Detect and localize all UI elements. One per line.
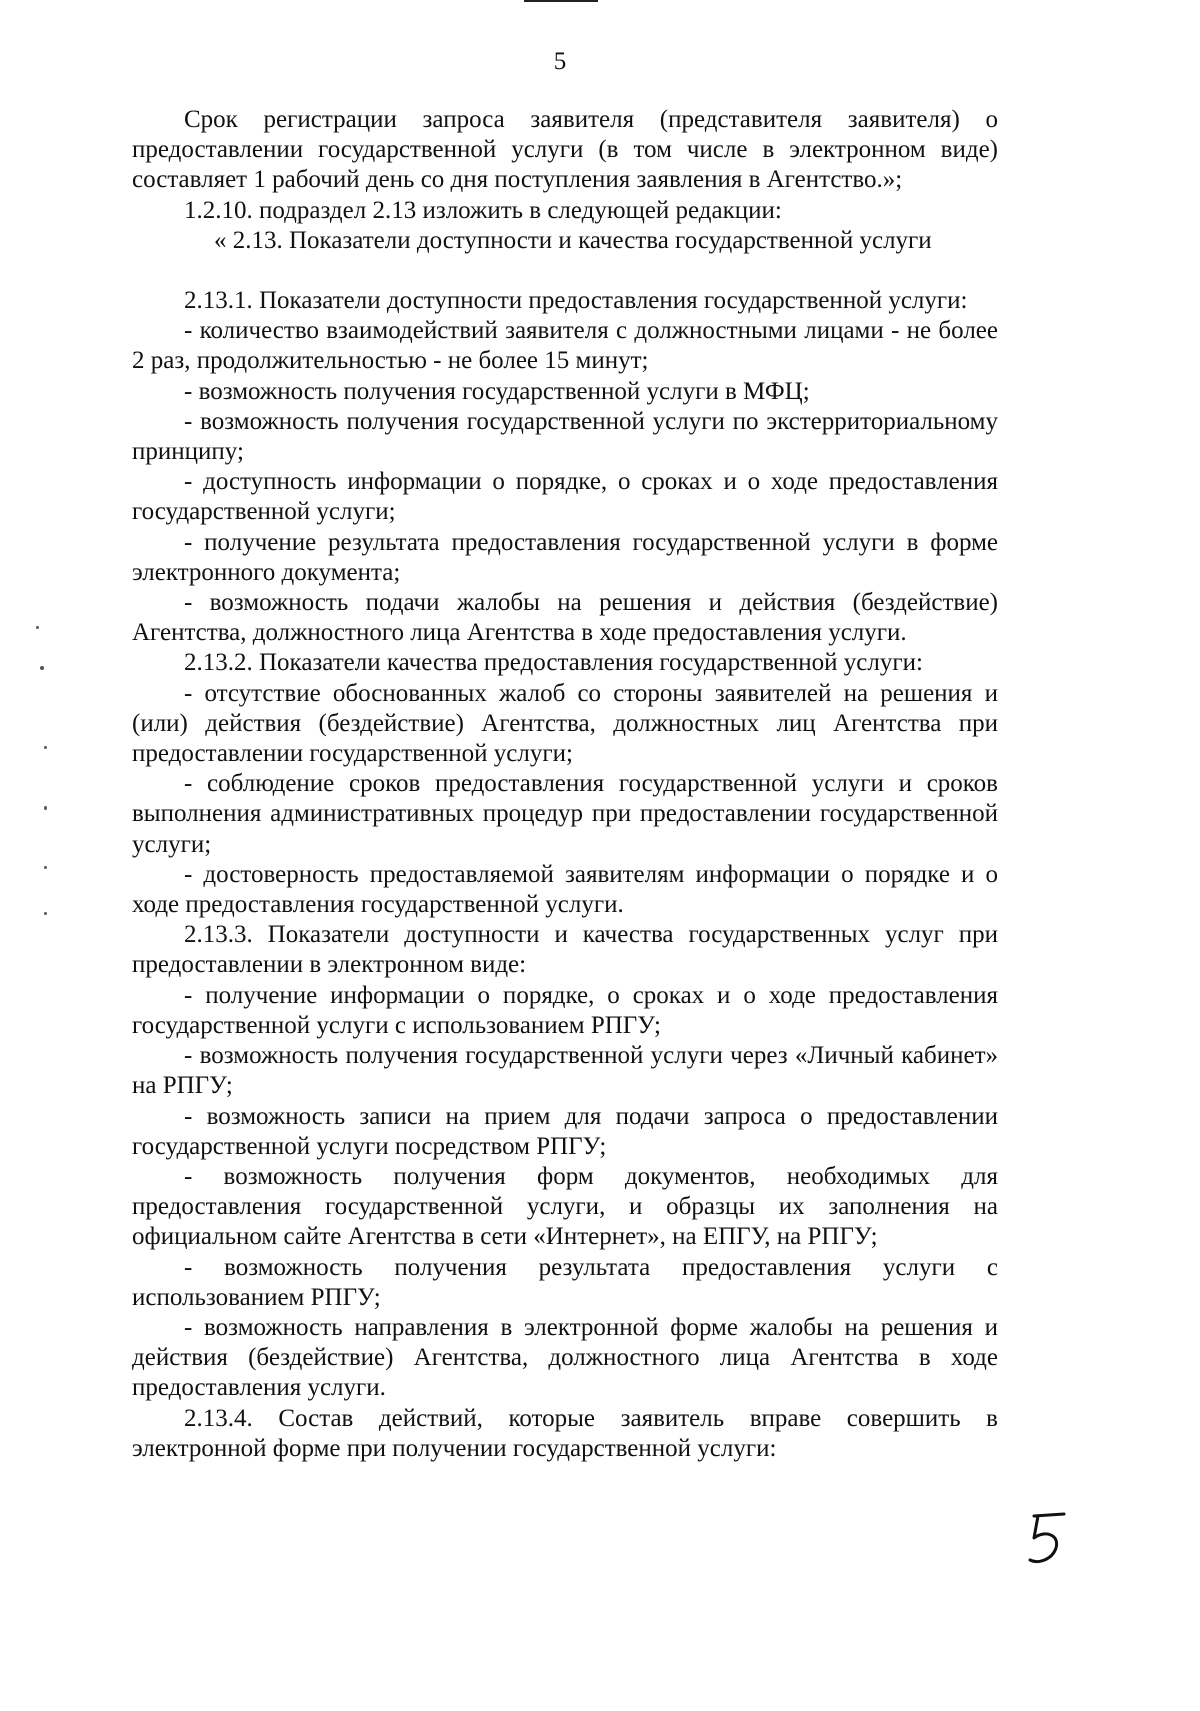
paragraph: 2.13.4. Состав действий, которые заявитель вправе совершить в электронной форме при получении государственной услуги: [132,1404,998,1462]
scan-speck [44,746,47,749]
document-body [132,105,998,1464]
top-rule [524,0,598,2]
paragraph: 1.2.10. подраздел 2.13 изложить в следующей редакции: [184,196,782,224]
list-item: - отсутствие обоснованных жалоб со стороны заявителей на решения и (или) действия (бездействие) Агентства, должностных лиц Агентства при предоставлении государственной услуги; [132,679,998,768]
list-item: - возможность подачи жалобы на решения и действия (бездействие) Агентства, должностного лица Агентства в ходе предоставления услуги. [132,589,998,647]
list-item: - возможность направления в электронной форме жалобы на решения и действия (бездействие) Агентства, должностного лица Агентства в ходе предоставления услуги. [132,1313,998,1402]
list-item: - возможность получения государственной услуги через «Личный кабинет» на РПГУ; [132,1042,998,1100]
section-heading: « 2.13. Показатели доступности и качества государственной услуги [214,226,932,254]
list-item: - возможность получения государственной услуги по экстерриториальному принципу; [132,407,998,466]
page-number: 5 [553,48,567,75]
paragraph: 2.13.3. Показатели доступности и качества государственных услуг при предоставлении в электронном виде: [132,921,998,979]
list-item: - получение результата предоставления государственной услуги в форме электронного документа; [132,528,998,586]
list-item: - получение информации о порядке, о сроках и о ходе предоставления государственной услуги с использованием РПГУ; [132,981,998,1039]
list-item: - возможность получения результата предоставления услуги с использованием РПГУ; [132,1253,998,1311]
list-item: - возможность получения форм документов, необходимых для предоставления государственной услуги, и образцы их заполнения на официальном сайте Агентства в сети «Интернет», на ЕПГУ, на РПГУ; [132,1162,998,1251]
list-item: - количество взаимодействий заявителя с должностными лицами - не более 2 раз, продолжительностью - не более 15 минут; [132,317,998,375]
list-item: - соблюдение сроков предоставления государственной услуги и сроков выполнения административных процедур при предоставлении государственной услуги; [132,770,998,858]
list-item: - доступность информации о порядке, о сроках и о ходе предоставления государственной услуги; [132,468,998,526]
scan-speck [44,806,47,810]
scan-speck [44,866,47,869]
list-item: - достоверность предоставляемой заявителям информации о порядке и о ходе предоставления государственной услуги. [132,860,998,919]
handwritten-page-mark-icon [1024,1508,1070,1568]
list-item: - возможность записи на прием для подачи запроса о предоставлении государственной услуги посредством РПГУ; [132,1102,998,1160]
scan-speck [40,666,44,670]
paragraph: Срок регистрации запроса заявителя (представителя заявителя) о предоставлении государственной услуги (в том числе в электронном виде) составляет 1 рабочий день со дня поступления заявления в Агентство.»; [132,106,998,194]
paragraph: 2.13.2. Показатели качества предоставления государственной услуги: [184,649,923,677]
paragraph: 2.13.1. Показатели доступности предоставления государственной услуги: [184,287,968,315]
scan-speck [44,912,47,915]
list-item: - возможность получения государственной услуги в МФЦ; [184,377,810,405]
scan-speck [36,626,39,629]
